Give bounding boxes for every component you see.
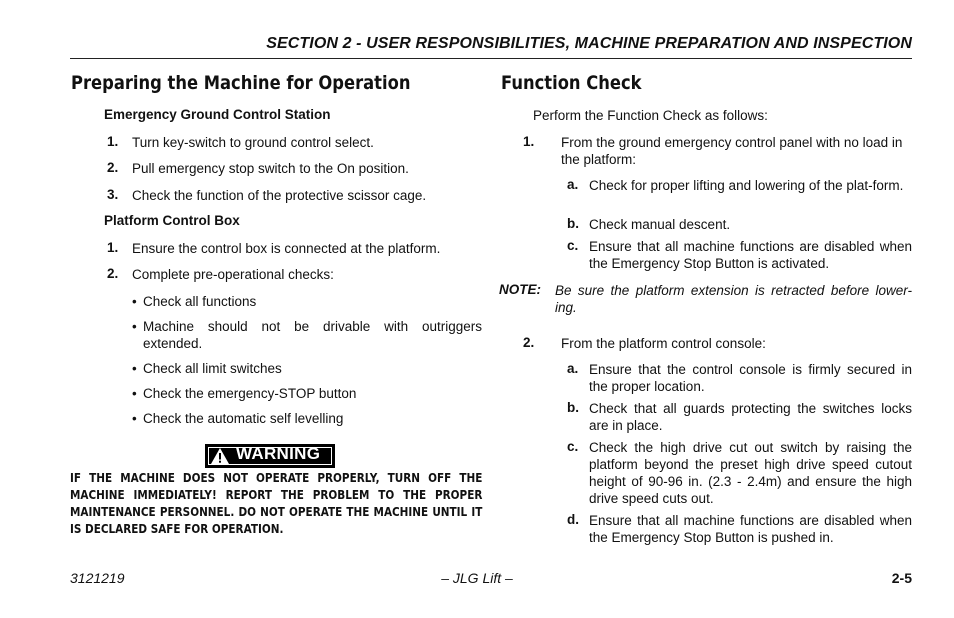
fc-step-2c-letter: c. <box>567 439 579 454</box>
fc-step-1c-letter: c. <box>567 238 579 253</box>
check-item <box>132 410 482 427</box>
fc-step-1a-letter: a. <box>567 177 579 192</box>
platform-step-2-text: Complete pre-operational checks: <box>132 267 334 282</box>
left-column-title: Preparing the Machine for Operation <box>71 72 411 94</box>
warning-label-text: WARNING <box>236 444 321 463</box>
warning-text: IF THE MACHINE DOES NOT OPERATE PROPERLY, TURN OFF THE MACHINE IMMEDIATELY! REPORT THE PROBLEM TO THE PROPER MAINTENANCE PERSONNEL. DO NOT OPERATE THE MACHINE UNTIL IT IS DECLARED SAFE FOR OPERATION. <box>70 471 483 536</box>
bullet-dot: • <box>132 411 137 426</box>
warning-label <box>205 444 335 468</box>
bullet-dot: • <box>132 386 137 401</box>
note-label: NOTE: <box>499 282 541 297</box>
check-item-text: Check the automatic self levelling <box>143 411 344 426</box>
fc-step-1-number: 1. <box>523 134 535 149</box>
fc-step-2a-letter: a. <box>567 361 579 376</box>
bullet-dot: • <box>132 294 137 309</box>
check-item-text: Check all limit switches <box>143 361 282 376</box>
right-column-title: Function Check <box>501 72 642 94</box>
check-item-text: Check the emergency-STOP button <box>143 386 357 401</box>
check-item-text: Machine should not be drivable with outriggers extended. <box>143 319 482 351</box>
warning-triangle-icon <box>210 447 230 465</box>
fc-step-1-text: From the ground emergency control panel with no load in the platform: <box>561 135 903 167</box>
ground-step-1-text: Turn key-switch to ground control select. <box>132 135 374 150</box>
fc-step-2c-text: Check the high drive cut out switch by raising the platform beyond the preset high drive speed cutout height of 90-96 in. (2.3 - 2.4m) and ensure the high drive speed cuts out. <box>589 440 912 506</box>
check-item-text: Check all functions <box>143 294 257 309</box>
check-item <box>132 318 482 352</box>
function-check-intro: Perform the Function Check as follows: <box>533 108 768 123</box>
ground-step-3-number: 3. <box>107 187 119 202</box>
fc-step-1b-letter: b. <box>567 216 579 231</box>
platform-step-1-number: 1. <box>107 240 119 255</box>
document-number: 3121219 <box>70 570 125 586</box>
check-item <box>132 360 482 377</box>
platform-step-1-text: Ensure the control box is connected at the platform. <box>132 241 441 256</box>
ground-step-2-number: 2. <box>107 160 119 175</box>
fc-step-1b-text: Check manual descent. <box>589 217 731 232</box>
fc-step-1c-text: Ensure that all machine functions are disabled when the Emergency Stop Button is activated. <box>589 239 912 271</box>
section-header: SECTION 2 - USER RESPONSIBILITIES, MACHINE PREPARATION AND INSPECTION <box>266 35 912 52</box>
footer-publisher: – JLG Lift – <box>441 570 513 586</box>
ground-step-1-number: 1. <box>107 134 119 149</box>
fc-step-2-number: 2. <box>523 335 535 350</box>
check-item <box>132 385 482 402</box>
fc-step-2a-text: Ensure that the control console is firmly secured in the proper location. <box>589 362 912 394</box>
page-number: 2-5 <box>891 570 912 586</box>
ground-step-3-text: Check the function of the protective scissor cage. <box>132 188 427 203</box>
fc-step-2d-letter: d. <box>567 512 579 527</box>
platform-step-2-number: 2. <box>107 266 119 281</box>
bullet-dot: • <box>132 319 137 334</box>
header-rule <box>70 58 912 59</box>
ground-step-2-text: Pull emergency stop switch to the On position. <box>132 161 409 176</box>
fc-step-2b-letter: b. <box>567 400 579 415</box>
platform-box-heading: Platform Control Box <box>104 213 240 228</box>
check-item <box>132 293 482 310</box>
bullet-dot: • <box>132 361 137 376</box>
fc-step-2-text: From the platform control console: <box>561 336 766 351</box>
ground-station-heading: Emergency Ground Control Station <box>104 107 331 122</box>
fc-step-2b-text: Check that all guards protecting the switches locks are in place. <box>589 401 912 433</box>
fc-step-2d-text: Ensure that all machine functions are disabled when the Emergency Stop Button is pushed in. <box>589 513 912 545</box>
fc-step-1a-text: Check for proper lifting and lowering of the plat-form. <box>589 178 904 193</box>
note-text: Be sure the platform extension is retracted before lower-ing. <box>555 283 912 315</box>
